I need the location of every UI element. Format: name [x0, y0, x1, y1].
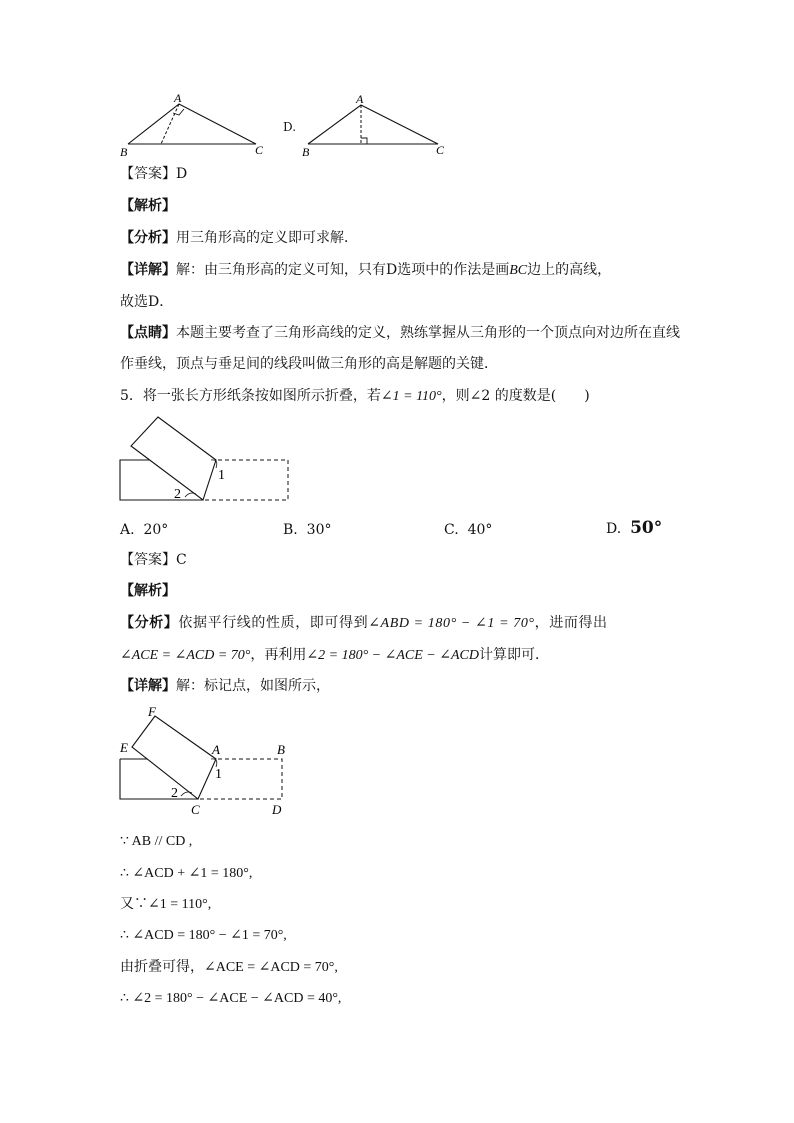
fenxi-formula-3: ∠2 = 180° − ∠ACE − ∠ACD: [306, 648, 479, 663]
q5-stem-angle: ∠1 = 110°: [380, 389, 442, 404]
point-f-label: F: [148, 704, 156, 719]
q4-dianjing-1: [120, 323, 680, 343]
fenxi-formula-2: ∠ACE = ∠ACD = 70°: [120, 648, 251, 663]
vertex-a-label: A: [356, 92, 364, 106]
option-a-letter: A.: [120, 522, 135, 538]
fenxi-tag: 【分析】: [120, 230, 176, 246]
fenxi-text-2: ，进而得出: [534, 615, 608, 631]
vertex-c-label: C: [255, 143, 264, 157]
step-line: 又∵∠1 = 110°,: [120, 897, 212, 912]
angle-2-label: 2: [174, 487, 181, 502]
q4-analysis-title: 【解析】: [120, 198, 176, 214]
q4-answer: 【答案】D: [120, 166, 188, 182]
vertex-b-label: B: [302, 145, 310, 159]
point-e-label: E: [120, 740, 128, 755]
xiangjie-text: 解：由三角形高的定义可知，只有D选项中的作法是画: [176, 262, 510, 278]
xiangjie-text-end: 边上的高线，: [527, 262, 612, 278]
option-d-label: D.: [283, 120, 297, 134]
q4-conclusion: 故选D．: [120, 294, 174, 310]
fenxi-text-3: ，再利用: [250, 647, 307, 663]
option-d-value: 50°: [630, 518, 663, 538]
fenxi-tag: 【分析】: [120, 615, 179, 631]
triangle-option-c-figure: [120, 92, 264, 159]
q5-option-c[interactable]: [444, 520, 492, 540]
option-c-letter: C.: [444, 522, 459, 538]
triangle-option-d-figure: [302, 92, 445, 159]
option-d-letter: D.: [606, 521, 622, 537]
q5-xiangjie: [120, 676, 330, 696]
point-c-label: C: [191, 802, 200, 817]
q5-stem: [120, 386, 590, 407]
dianjing-text: 本题主要考查了三角形高线的定义，熟练掌握从三角形的一个顶点向对边所在直线: [176, 325, 680, 341]
option-b-letter: B.: [283, 522, 298, 538]
q5-folding-figure: [115, 412, 295, 507]
option-c-value: 40°: [467, 522, 493, 538]
q5-fenxi-1: [120, 613, 608, 634]
step-line: ∴ ∠ACD + ∠1 = 180°,: [120, 866, 253, 881]
q5-labeled-figure: [112, 704, 302, 820]
q5-answer: 【答案】C: [120, 552, 187, 568]
q4-xiangjie: [120, 260, 611, 281]
option-a-value: 20°: [143, 522, 169, 538]
q5-fenxi-2: [120, 645, 549, 666]
q5-option-a[interactable]: [120, 520, 168, 540]
q4-dianjing-2: 作垂线，顶点与垂足间的线段叫做三角形的高是解题的关键．: [120, 356, 498, 372]
vertex-a-label: A: [174, 92, 182, 105]
xiangjie-tag: 【详解】: [120, 678, 176, 694]
q5-stem-a: 5．将一张长方形纸条按如图所示折叠，若: [120, 388, 381, 404]
dianjing-tag: 【点睛】: [120, 325, 176, 341]
angle-1-label: 1: [218, 468, 225, 483]
vertex-c-label: C: [436, 143, 445, 157]
fenxi-text-4: 计算即可．: [478, 647, 549, 663]
step-line: ∴ ∠ACD = 180° − ∠1 = 70°,: [120, 928, 287, 943]
xiangjie-tag: 【详解】: [120, 262, 176, 278]
option-b-value: 30°: [306, 522, 332, 538]
point-a-label: A: [212, 742, 220, 757]
segment-bc: BC: [509, 263, 528, 278]
angle-2-label: 2: [171, 786, 178, 801]
step-line: ∴ ∠2 = 180° − ∠ACE − ∠ACD = 40°,: [120, 991, 342, 1006]
point-b-label: B: [277, 742, 285, 757]
vertex-b-label: B: [120, 145, 128, 159]
q5-stem-b: ，则∠2 的度数是( ): [441, 388, 590, 404]
fenxi-text: 依据平行线的性质，即可得到: [178, 615, 369, 631]
q5-option-b[interactable]: [283, 520, 331, 540]
step-line: 由折叠可得，∠ACE = ∠ACD = 70°,: [120, 960, 338, 975]
point-d-label: D: [272, 802, 282, 817]
step-line: ∵ AB // CD ,: [120, 834, 193, 849]
q5-analysis-title: 【解析】: [120, 583, 176, 599]
fenxi-text: 用三角形高的定义即可求解．: [176, 230, 358, 246]
fenxi-formula-1: ∠ABD = 180° − ∠1 = 70°: [368, 616, 535, 631]
xiangjie-text: 解：标记点，如图所示，: [176, 678, 330, 694]
angle-1-label: 1: [215, 767, 222, 782]
q4-fenxi: [120, 228, 358, 248]
q5-option-d[interactable]: [606, 518, 662, 539]
